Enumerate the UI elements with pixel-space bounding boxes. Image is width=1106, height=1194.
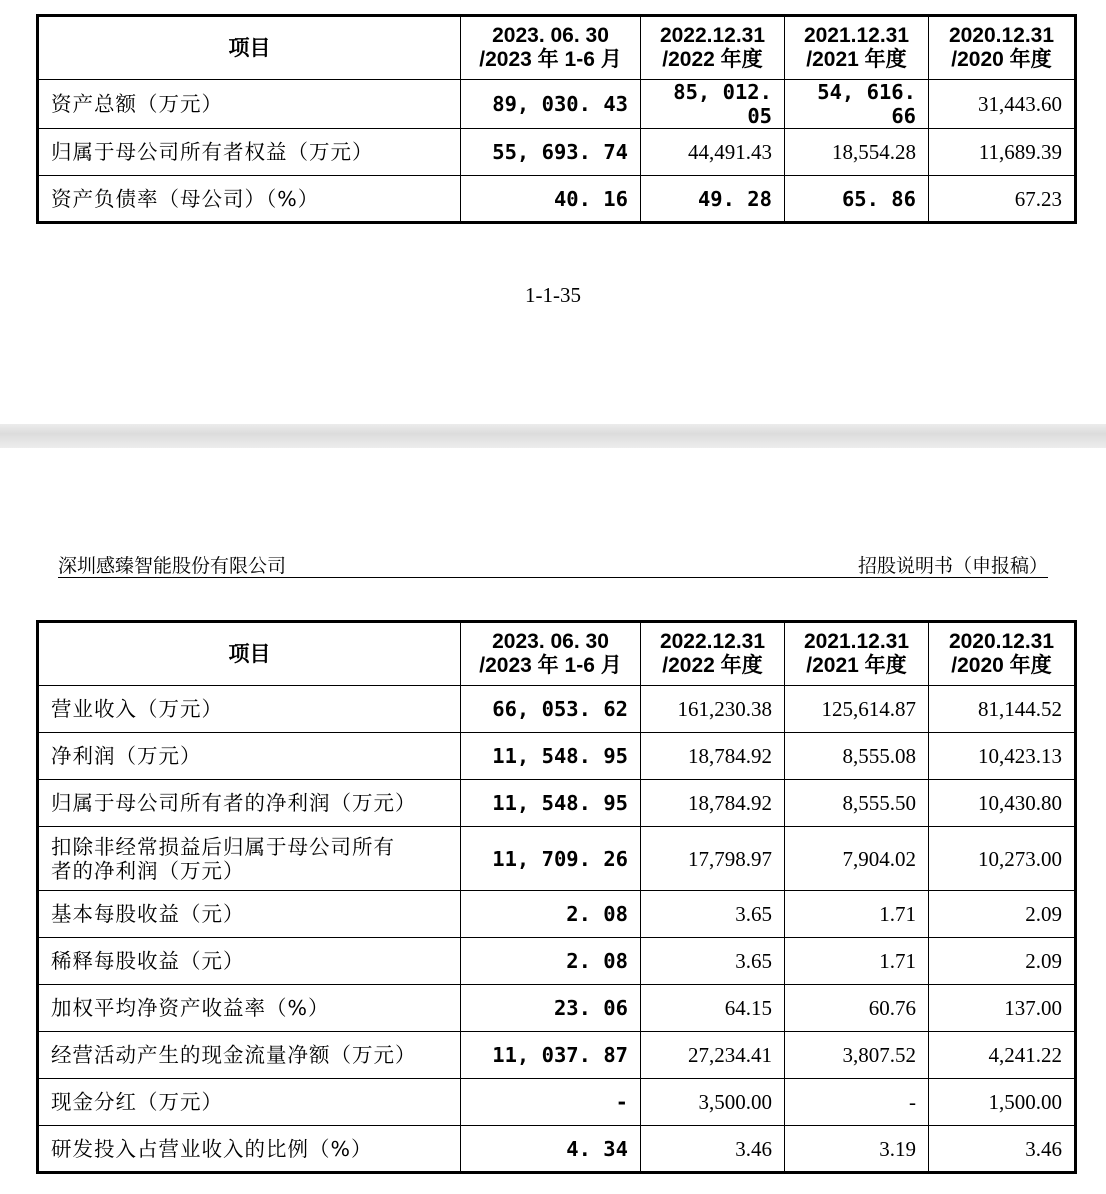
header-item: 项目 [38,16,461,80]
header-2022: 2022.12.31 /2022 年度 [641,16,785,80]
cell-2021: - [785,1079,929,1126]
cell-2022: 49. 28 [641,176,785,223]
cell-2023h1: 2. 08 [461,891,641,938]
cell-2023h1: 23. 06 [461,985,641,1032]
cell-2020: 67.23 [929,176,1076,223]
table-header-row [38,622,1076,686]
table-row [38,780,1076,827]
cell-2022: 44,491.43 [641,129,785,176]
row-label: 加权平均净资产收益率（%） [38,985,461,1032]
cell-2021: 125,614.87 [785,686,929,733]
table-row [38,80,1076,129]
header-2023h1: 2023. 06. 30 /2023 年 1-6 月 [461,16,641,80]
cell-2023h1: 66, 053. 62 [461,686,641,733]
cell-2021: 8,555.08 [785,733,929,780]
cell-2020: 31,443.60 [929,80,1076,129]
table-row [38,129,1076,176]
cell-2022: 161,230.38 [641,686,785,733]
table-row [38,733,1076,780]
cell-2022: 27,234.41 [641,1032,785,1079]
cell-2023h1: 11, 037. 87 [461,1032,641,1079]
row-label: 净利润（万元） [38,733,461,780]
table-row [38,1032,1076,1079]
header-2021: 2021.12.31 /2021 年度 [785,622,929,686]
cell-2021: 7,904.02 [785,827,929,891]
header-2023h1: 2023. 06. 30 /2023 年 1-6 月 [461,622,641,686]
cell-2023h1: 40. 16 [461,176,641,223]
cell-2020: 11,689.39 [929,129,1076,176]
cell-2022: 64.15 [641,985,785,1032]
cell-2022: 18,784.92 [641,733,785,780]
document-page-top [0,0,1106,424]
cell-2021: 1.71 [785,891,929,938]
cell-2023h1: 11, 548. 95 [461,780,641,827]
header-item: 项目 [38,622,461,686]
cell-2021: 65. 86 [785,176,929,223]
table-row [38,1126,1076,1173]
header-2020: 2020.12.31 /2020 年度 [929,16,1076,80]
table-row [38,985,1076,1032]
cell-2021: 1.71 [785,938,929,985]
cell-2022: 17,798.97 [641,827,785,891]
document-title: 招股说明书（申报稿） [857,555,1048,577]
row-label: 扣除非经常损益后归属于母公司所有 者的净利润（万元） [38,827,461,891]
cell-2023h1: 55, 693. 74 [461,129,641,176]
cell-2020: 10,273.00 [929,827,1076,891]
page-number: 1-1-35 [525,283,581,307]
cell-2020: 1,500.00 [929,1079,1076,1126]
table-header-row [38,16,1076,80]
row-label: 经营活动产生的现金流量净额（万元） [38,1032,461,1079]
cell-2020: 4,241.22 [929,1032,1076,1079]
cell-2023h1: 11, 548. 95 [461,733,641,780]
cell-2023h1: 4. 34 [461,1126,641,1173]
table-row [38,938,1076,985]
page-separator [0,424,1106,448]
running-header [58,549,1048,578]
row-label: 资产总额（万元） [38,80,461,129]
document-page-bottom [0,448,1106,1194]
cell-2022: 18,784.92 [641,780,785,827]
row-label: 现金分红（万元） [38,1079,461,1126]
cell-2020: 81,144.52 [929,686,1076,733]
table-row [38,827,1076,891]
cell-2022: 3.65 [641,938,785,985]
cell-2020: 10,430.80 [929,780,1076,827]
income-summary-table [36,620,1077,1174]
cell-2021: 18,554.28 [785,129,929,176]
cell-2022: 3,500.00 [641,1079,785,1126]
cell-2022: 3.65 [641,891,785,938]
cell-2021: 3,807.52 [785,1032,929,1079]
row-label: 资产负债率（母公司）（%） [38,176,461,223]
balance-summary-table [36,14,1077,224]
cell-2023h1: 89, 030. 43 [461,80,641,129]
cell-2023h1: - [461,1079,641,1126]
cell-2021: 60.76 [785,985,929,1032]
cell-2021: 8,555.50 [785,780,929,827]
cell-2020: 3.46 [929,1126,1076,1173]
cell-2021: 54, 616. 66 [785,80,929,129]
table-row [38,1079,1076,1126]
row-label: 归属于母公司所有者的净利润（万元） [38,780,461,827]
table-row [38,686,1076,733]
row-label: 营业收入（万元） [38,686,461,733]
cell-2020: 10,423.13 [929,733,1076,780]
header-2022: 2022.12.31 /2022 年度 [641,622,785,686]
cell-2022: 85, 012. 05 [641,80,785,129]
table-row [38,891,1076,938]
cell-2021: 3.19 [785,1126,929,1173]
header-2020: 2020.12.31 /2020 年度 [929,622,1076,686]
cell-2020: 2.09 [929,891,1076,938]
header-2021: 2021.12.31 /2021 年度 [785,16,929,80]
row-label: 稀释每股收益（元） [38,938,461,985]
company-name: 深圳感臻智能股份有限公司 [58,555,287,577]
table-row [38,176,1076,223]
row-label: 归属于母公司所有者权益（万元） [38,129,461,176]
row-label: 研发投入占营业收入的比例（%） [38,1126,461,1173]
cell-2023h1: 11, 709. 26 [461,827,641,891]
cell-2020: 137.00 [929,985,1076,1032]
cell-2023h1: 2. 08 [461,938,641,985]
cell-2020: 2.09 [929,938,1076,985]
cell-2022: 3.46 [641,1126,785,1173]
row-label: 基本每股收益（元） [38,891,461,938]
